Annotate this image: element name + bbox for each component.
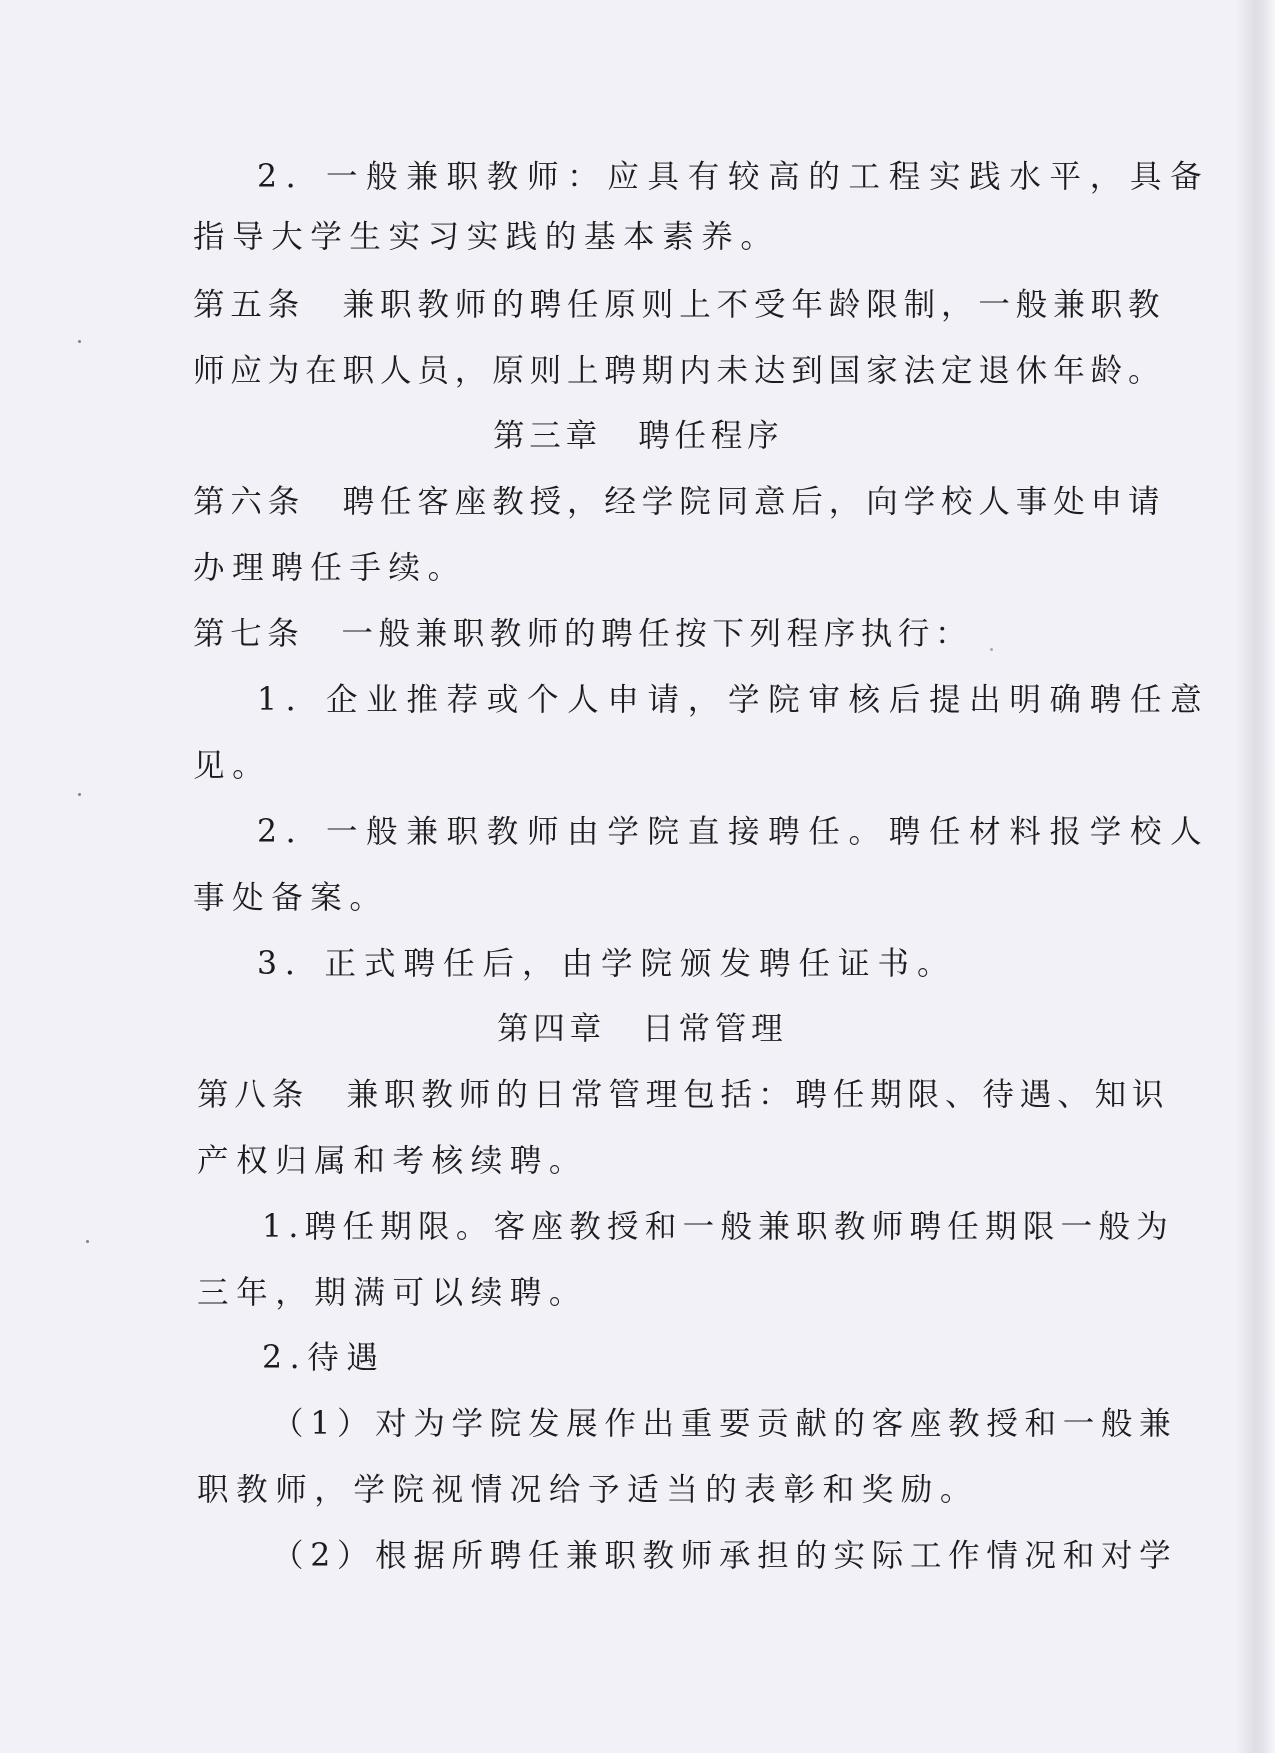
text-line: 2．一般兼职教师：应具有较高的工程实践水平，具备 — [257, 159, 1211, 195]
text-line: 第八条 兼职教师的日常管理包括：聘任期限、待遇、知识 — [197, 1077, 1170, 1113]
text-line: 三年，期满可以续聘。 — [197, 1275, 589, 1311]
text-line: （1）对为学院发展作出重要贡献的客座教授和一般兼 — [272, 1406, 1178, 1442]
text-line: 第七条 一般兼职教师的聘任按下列程序执行： — [193, 616, 973, 652]
text-line: 1．企业推荐或个人申请，学院审核后提出明确聘任意 — [257, 682, 1211, 718]
scan-speck — [86, 1240, 89, 1243]
text-line: 见。 — [193, 748, 272, 784]
text-line: 1.聘任期限。客座教授和一般兼职教师聘任期限一般为 — [262, 1209, 1175, 1245]
text-line: 第六条 聘任客座教授，经学院同意后，向学校人事处申请 — [193, 484, 1166, 520]
text-line: 2.待遇 — [262, 1340, 386, 1376]
text-line: 师应为在职人员，原则上聘期内未达到国家法定退休年龄。 — [193, 353, 1166, 389]
text-line: 产权归属和考核续聘。 — [197, 1143, 589, 1179]
text-line: 第五条 兼职教师的聘任原则上不受年龄限制，一般兼职教 — [193, 287, 1166, 323]
text-line: 指导大学生实习实践的基本素养。 — [193, 219, 780, 255]
text-line: 2．一般兼职教师由学院直接聘任。聘任材料报学校人 — [257, 814, 1211, 850]
chapter-heading: 第四章 日常管理 — [497, 1011, 788, 1047]
chapter-heading: 第三章 聘任程序 — [493, 418, 784, 454]
scan-speck — [990, 648, 993, 651]
scan-edge-shadow — [1235, 0, 1275, 1753]
scan-speck — [78, 340, 81, 343]
text-line: 职教师，学院视情况给予适当的表彰和奖励。 — [197, 1472, 980, 1508]
text-line: （2）根据所聘任兼职教师承担的实际工作情况和对学 — [272, 1538, 1178, 1574]
text-line: 事处备案。 — [193, 880, 389, 916]
scan-speck — [78, 793, 81, 796]
text-line: 3．正式聘任后，由学院颁发聘任证书。 — [257, 946, 957, 982]
text-line: 办理聘任手续。 — [193, 550, 467, 586]
